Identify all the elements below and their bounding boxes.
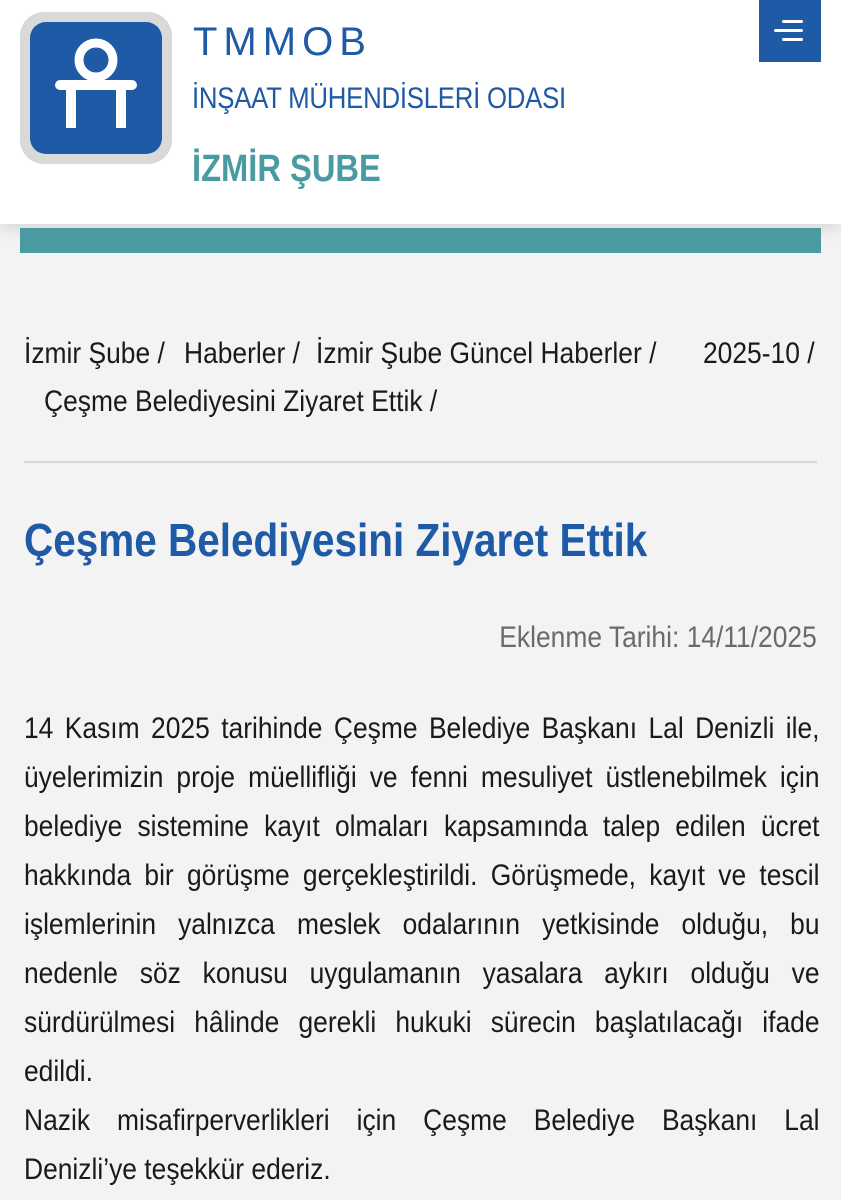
- breadcrumb-item-current-news[interactable]: İzmir Şube Güncel Haberler /: [315, 337, 657, 370]
- breadcrumb-item-branch[interactable]: İzmir Şube /: [24, 337, 165, 370]
- divider: [24, 461, 817, 463]
- breadcrumb-item-news[interactable]: Haberler /: [184, 337, 300, 370]
- breadcrumb: [24, 330, 819, 426]
- breadcrumb-item-month[interactable]: 2025-10 /: [702, 337, 815, 370]
- accent-bar: [20, 228, 821, 253]
- logo[interactable]: [20, 12, 172, 164]
- hamburger-menu-icon: [782, 20, 803, 23]
- branch-name: İZMİR ŞUBE: [192, 148, 381, 190]
- menu-button[interactable]: [759, 0, 821, 62]
- article-body: [24, 704, 820, 1194]
- breadcrumb-item-article[interactable]: Çeşme Belediyesini Ziyaret Ettik /: [44, 385, 438, 418]
- article-paragraph: 14 Kasım 2025 tarihinde Çeşme Belediye Başkanı Lal Denizli ile, üyelerimizin proje müellifliği ve fenni mesuliyet üstlenebilmek için belediye sistemine kayıt olmaları kapsamında talep edilen ücret hakkında bir görüşme gerçekleştirildi. Görüşmede, kayıt ve tescil işlemlerinin yalnızca meslek odalarının yetkisinde olduğu, bu nedenle söz konusu uygulamanın yasalara aykırı olduğu ve sürdürülmesi hâlinde gerekli hukuki sürecin başlatılacağı ifade edildi.: [24, 712, 820, 1088]
- site-header: [0, 0, 841, 224]
- chamber-logo-icon: [20, 12, 172, 164]
- org-name: İNŞAAT MÜHENDİSLERİ ODASI: [192, 82, 566, 115]
- page-title: Çeşme Belediyesini Ziyaret Ettik: [24, 514, 648, 566]
- article-paragraph: Nazik misafirperverlikleri için Çeşme Belediye Başkanı Lal Denizli’ye teşekkür ederiz.: [24, 1104, 820, 1186]
- publish-date: Eklenme Tarihi: 14/11/2025: [499, 621, 817, 654]
- org-abbreviation: TMMOB: [193, 20, 372, 64]
